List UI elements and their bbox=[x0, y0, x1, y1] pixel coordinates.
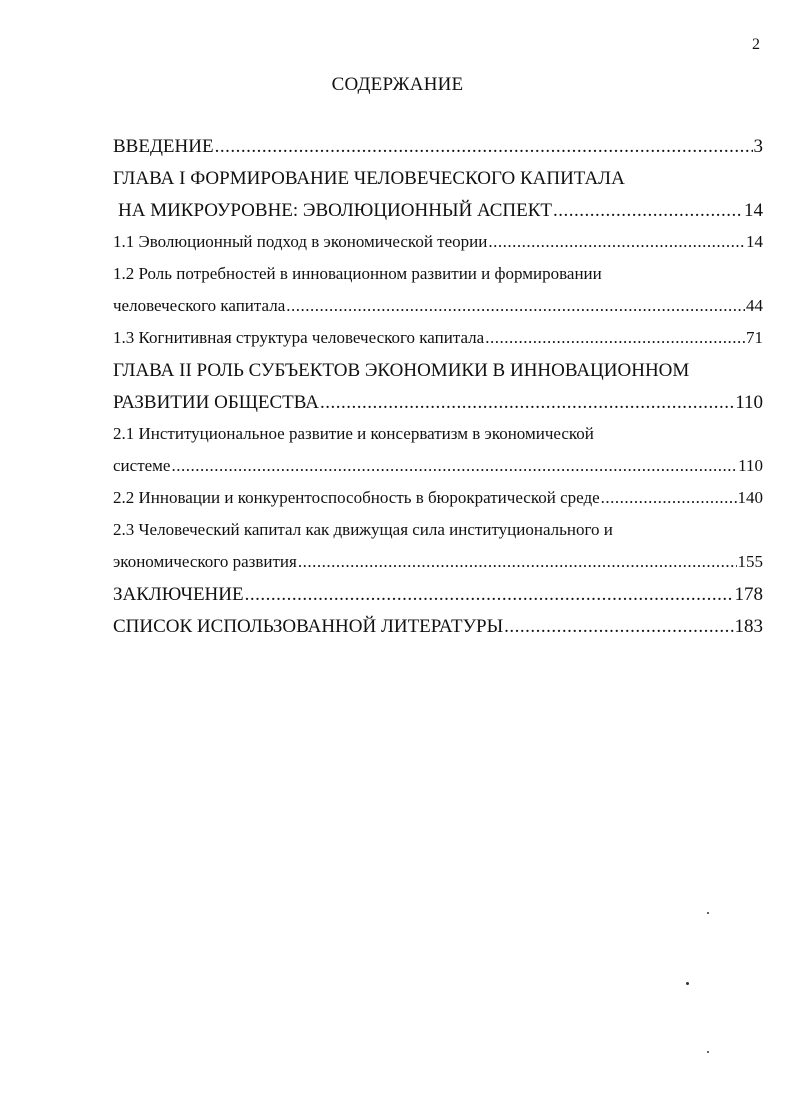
page-number: 2 bbox=[752, 36, 760, 53]
toc-entry bbox=[113, 328, 763, 360]
toc-entry-page: 14 bbox=[746, 232, 763, 251]
toc-entry-page: 110 bbox=[735, 392, 763, 413]
toc-leader-dots bbox=[245, 584, 734, 606]
toc-entry-label: системе bbox=[113, 456, 171, 475]
toc-entry-page: 3 bbox=[753, 136, 763, 157]
toc-entry-page: 178 bbox=[734, 584, 763, 605]
toc-entry-label: 2.2 Инновации и конкурентоспособность в бюрократической среде bbox=[113, 488, 600, 507]
toc-leader-dots bbox=[320, 392, 734, 414]
toc-entry bbox=[113, 168, 763, 200]
toc-entry-label: 2.3 Человеческий капитал как движущая сила институционального и bbox=[113, 520, 613, 539]
toc-entry bbox=[113, 424, 763, 456]
table-of-contents bbox=[113, 136, 763, 648]
toc-entry bbox=[113, 616, 763, 648]
scan-speck bbox=[707, 912, 709, 914]
toc-leader-dots bbox=[171, 456, 737, 476]
toc-entry-label: ГЛАВА I ФОРМИРОВАНИЕ ЧЕЛОВЕЧЕСКОГО КАПИТАЛА bbox=[113, 168, 625, 189]
toc-entry-label: ГЛАВА II РОЛЬ СУБЪЕКТОВ ЭКОНОМИКИ В ИННОВАЦИОННОМ bbox=[113, 360, 690, 381]
toc-entry bbox=[113, 232, 763, 264]
toc-leader-dots bbox=[298, 552, 737, 572]
toc-entry-label: 1.3 Когнитивная структура человеческого капитала bbox=[113, 328, 485, 347]
toc-entry-label: НА МИКРОУРОВНЕ: ЭВОЛЮЦИОННЫЙ АСПЕКТ bbox=[118, 200, 553, 221]
scan-speck bbox=[707, 1051, 709, 1053]
toc-entry bbox=[113, 200, 763, 232]
toc-leader-dots bbox=[488, 232, 745, 252]
toc-entry-label: 1.2 Роль потребностей в инновационном развитии и формировании bbox=[113, 264, 602, 283]
toc-entry-label: СПИСОК ИСПОЛЬЗОВАННОЙ ЛИТЕРАТУРЫ bbox=[113, 616, 504, 637]
toc-entry bbox=[113, 360, 763, 392]
toc-entry bbox=[113, 520, 763, 552]
toc-entry bbox=[113, 296, 763, 328]
toc-entry-page: 14 bbox=[744, 200, 763, 221]
toc-leader-dots bbox=[553, 200, 743, 222]
toc-entry-page: 110 bbox=[738, 456, 763, 475]
toc-title: СОДЕРЖАНИЕ bbox=[331, 74, 464, 95]
toc-entry-label: 1.1 Эволюционный подход в экономической теории bbox=[113, 232, 488, 251]
toc-entry-label: 2.1 Институциональное развитие и консерватизм в экономической bbox=[113, 424, 594, 443]
toc-entry bbox=[113, 456, 763, 488]
toc-entry-page: 71 bbox=[746, 328, 763, 347]
toc-entry-page: 44 bbox=[746, 296, 763, 315]
toc-entry bbox=[113, 264, 763, 296]
scan-speck bbox=[686, 982, 689, 985]
toc-entry-label: ЗАКЛЮЧЕНИЕ bbox=[113, 584, 244, 605]
toc-entry-page: 140 bbox=[737, 488, 763, 507]
toc-entry-page: 155 bbox=[737, 552, 763, 571]
toc-entry-page: 183 bbox=[734, 616, 763, 637]
toc-entry bbox=[113, 136, 763, 168]
toc-entry-label: РАЗВИТИИ ОБЩЕСТВА bbox=[113, 392, 319, 413]
toc-entry bbox=[113, 552, 763, 584]
toc-entry-label: экономического развития bbox=[113, 552, 297, 571]
toc-leader-dots bbox=[504, 616, 733, 638]
toc-leader-dots bbox=[215, 136, 753, 158]
toc-leader-dots bbox=[485, 328, 745, 348]
toc-entry bbox=[113, 392, 763, 424]
toc-leader-dots bbox=[286, 296, 745, 316]
toc-entry bbox=[113, 488, 763, 520]
toc-leader-dots bbox=[601, 488, 737, 508]
toc-entry-label: человеческого капитала bbox=[113, 296, 286, 315]
toc-entry-label: ВВЕДЕНИЕ bbox=[113, 136, 214, 157]
toc-entry bbox=[113, 584, 763, 616]
